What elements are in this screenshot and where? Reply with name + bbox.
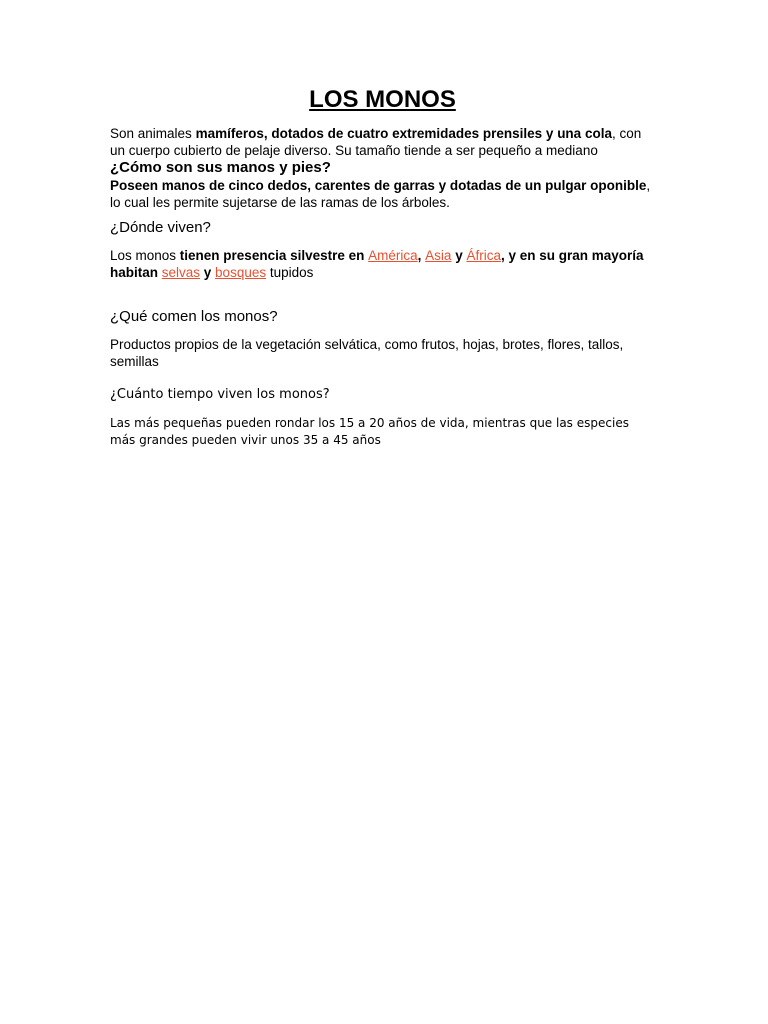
link-africa[interactable]: África — [466, 248, 501, 263]
habitat-text-1: Los monos — [110, 248, 180, 263]
habitat-bold-1: tienen presencia silvestre en — [179, 248, 369, 263]
lifespan-paragraph: Las más pequeñas pueden rondar los 15 a 20 años de vida, mientras que las especies más grandes pueden vivir unos 35 a 45 años — [110, 416, 629, 447]
intro-section — [110, 125, 655, 159]
page-title: LOS MONOS — [309, 86, 456, 113]
food-paragraph: Productos propios de la vegetación selvática, como frutos, hojas, brotes, flores, tallos, semillas — [110, 337, 624, 369]
intro-paragraph — [110, 125, 655, 159]
habitat-section — [110, 219, 655, 281]
link-asia[interactable]: Asia — [425, 248, 452, 263]
link-bosques[interactable]: bosques — [215, 265, 267, 280]
hands-text: , lo cual les permite sujetarse de las ramas de los árboles. — [110, 178, 651, 210]
link-selvas[interactable]: selvas — [161, 265, 201, 280]
intro-bold: mamíferos, dotados de cuatro extremidades prensiles y una cola — [195, 126, 612, 141]
habitat-sep-1: , — [417, 248, 426, 263]
link-america[interactable]: América — [368, 248, 418, 263]
intro-text-2: , con un cuerpo cubierto de pelaje diverso. Su tamaño tiende a ser pequeño a mediano — [110, 126, 642, 158]
hands-paragraph — [110, 177, 655, 211]
habitat-bold-2: , y en su gran mayoría habitan — [110, 248, 644, 280]
habitat-heading: ¿Dónde viven? — [110, 219, 211, 236]
hands-bold: Poseen manos de cinco dedos, carentes de garras y dotadas de un pulgar oponible — [110, 178, 647, 193]
lifespan-section — [110, 387, 655, 449]
food-section — [110, 308, 655, 370]
lifespan-heading: ¿Cuánto tiempo viven los monos? — [110, 387, 330, 402]
food-heading: ¿Qué comen los monos? — [110, 308, 278, 325]
hands-heading: ¿Cómo son sus manos y pies? — [110, 159, 331, 176]
habitat-sep-2: y — [451, 248, 467, 263]
intro-text-1: Son animales — [110, 126, 196, 141]
hands-section — [110, 159, 655, 211]
habitat-paragraph — [110, 247, 655, 281]
habitat-sep-3: y — [200, 265, 216, 280]
habitat-text-2: tupidos — [266, 265, 314, 280]
